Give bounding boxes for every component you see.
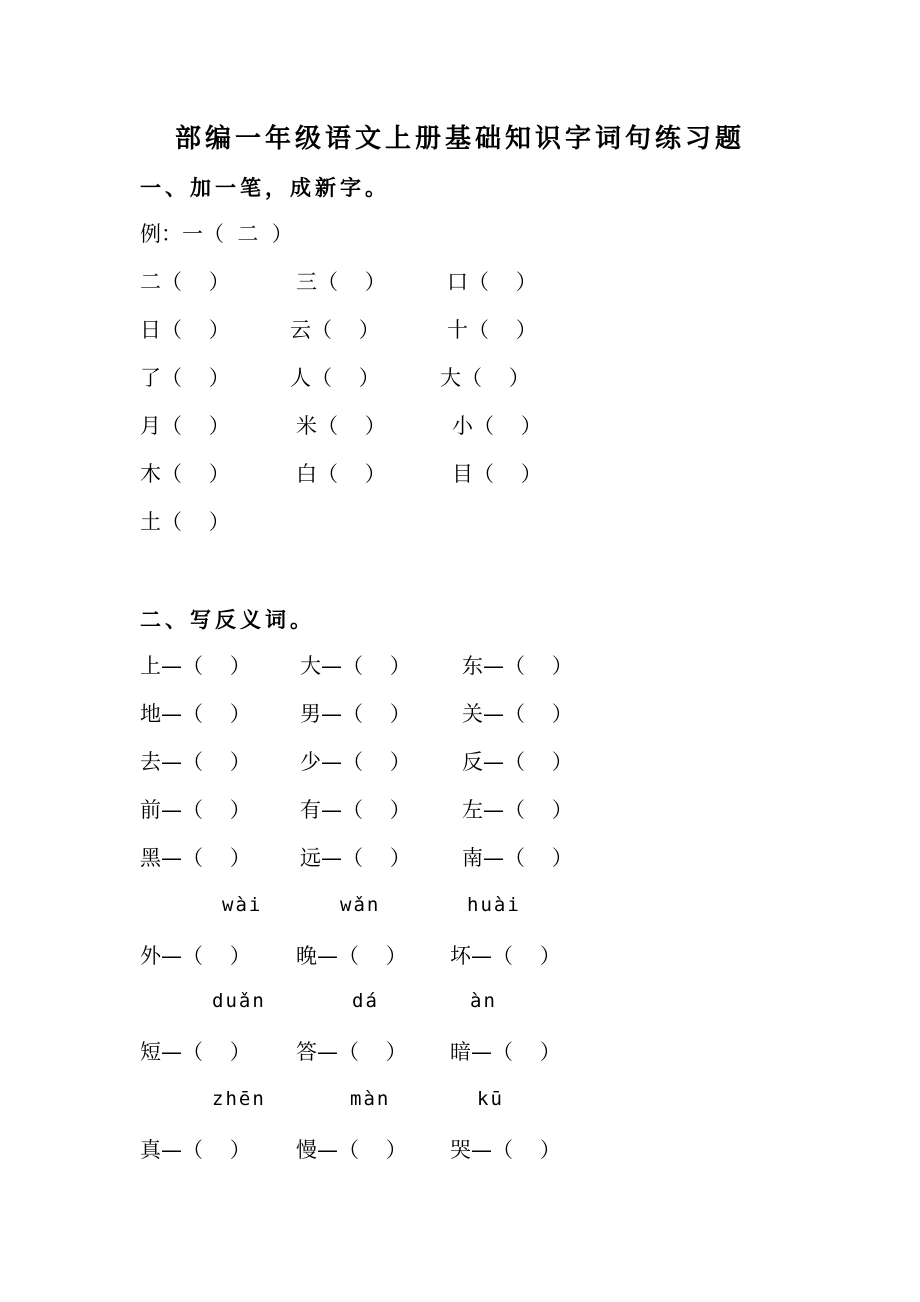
example-row	[0, 218, 920, 248]
exercise-item: 答—（ ）	[296, 1040, 407, 1064]
antonym-row	[0, 1036, 920, 1066]
exercise-item: 东—（ ）	[462, 654, 573, 678]
exercise-item: 关—（ ）	[462, 702, 573, 726]
exercise-item: 去—（ ）	[140, 750, 251, 774]
exercise-item: 十（ ）	[447, 318, 537, 342]
exercise-item: 少—（ ）	[300, 750, 411, 774]
pinyin-text: wài	[222, 894, 263, 916]
exercise-item: 小（ ）	[452, 414, 542, 438]
exercise-item: 短—（ ）	[140, 1040, 251, 1064]
exercise-item: 黑—（ ）	[140, 846, 251, 870]
pinyin-text: zhēn	[212, 1088, 266, 1110]
antonym-row	[0, 1134, 920, 1164]
exercise-item: 目（ ）	[452, 462, 542, 486]
pinyin-row	[0, 1088, 920, 1118]
antonym-row	[0, 940, 920, 970]
exercise-item: 前—（ ）	[140, 798, 251, 822]
exercise-item: 口（ ）	[447, 270, 537, 294]
exercise-item: 暗—（ ）	[450, 1040, 561, 1064]
pinyin-text: màn	[350, 1088, 391, 1110]
pinyin-text: àn	[470, 990, 497, 1012]
pinyin-row	[0, 990, 920, 1020]
pinyin-text: dá	[352, 990, 379, 1012]
pinyin-text: wǎn	[340, 894, 381, 916]
add-stroke-row	[0, 314, 920, 344]
antonym-row	[0, 650, 920, 680]
add-stroke-row	[0, 506, 920, 536]
pinyin-row	[0, 894, 920, 924]
exercise-item: 坏—（ ）	[450, 944, 561, 968]
pinyin-text: huài	[467, 894, 521, 916]
exercise-item: 米（ ）	[296, 414, 386, 438]
exercise-item: 南—（ ）	[462, 846, 573, 870]
antonym-row	[0, 842, 920, 872]
add-stroke-row	[0, 362, 920, 392]
exercise-item: 晚—（ ）	[296, 944, 407, 968]
exercise-item: 三（ ）	[296, 270, 386, 294]
exercise-item: 二（ ）	[140, 270, 230, 294]
exercise-item: 日（ ）	[140, 318, 230, 342]
exercise-item: 木（ ）	[140, 462, 230, 486]
antonym-row	[0, 698, 920, 728]
exercise-item: 哭—（ ）	[450, 1138, 561, 1162]
add-stroke-row	[0, 266, 920, 296]
exercise-item: 男—（ ）	[300, 702, 411, 726]
pinyin-text: duǎn	[212, 990, 266, 1012]
exercise-item: 上—（ ）	[140, 654, 251, 678]
exercise-item: 大（ ）	[440, 366, 530, 390]
section-1-heading: 一、加一笔，成新字。	[140, 176, 390, 200]
add-stroke-row	[0, 458, 920, 488]
exercise-item: 反—（ ）	[462, 750, 573, 774]
exercise-item: 土（ ）	[140, 510, 230, 534]
exercise-item: 人（ ）	[290, 366, 380, 390]
exercise-item: 了（ ）	[140, 366, 230, 390]
exercise-item: 慢—（ ）	[296, 1138, 407, 1162]
pinyin-text: kū	[477, 1088, 504, 1110]
exercise-item: 云（ ）	[290, 318, 380, 342]
exercise-item: 左—（ ）	[462, 798, 573, 822]
exercise-item: 地—（ ）	[140, 702, 251, 726]
exercise-item: 有—（ ）	[300, 798, 411, 822]
exercise-item: 月（ ）	[140, 414, 230, 438]
exercise-item: 大—（ ）	[300, 654, 411, 678]
section-2-heading: 二、写反义词。	[140, 608, 315, 632]
antonym-row	[0, 746, 920, 776]
antonym-row	[0, 794, 920, 824]
add-stroke-row	[0, 410, 920, 440]
page-title: 部编一年级语文上册基础知识字词句练习题	[174, 124, 745, 154]
exercise-item: 白（ ）	[296, 462, 386, 486]
exercise-item: 真—（ ）	[140, 1138, 251, 1162]
exercise-item: 外—（ ）	[140, 944, 251, 968]
example-text: 例：一（ 二 ）	[140, 222, 293, 246]
exercise-item: 远—（ ）	[300, 846, 411, 870]
